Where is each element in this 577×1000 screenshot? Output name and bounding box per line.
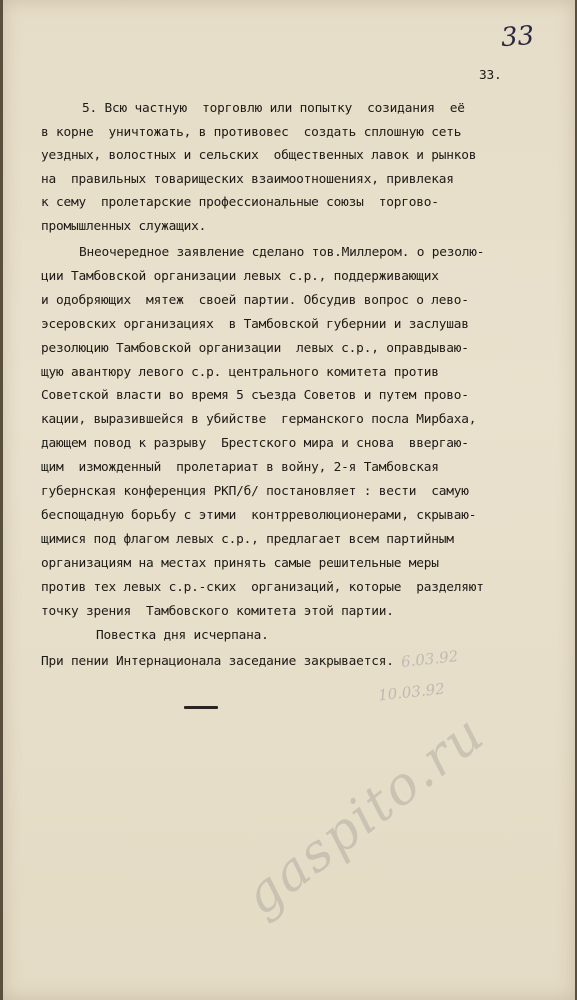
paragraph-line: и одобряющих мятеж своей партии. Обсудив вопрос о лево- — [41, 293, 469, 308]
paragraph-line: организациям на местах принять самые решительные меры — [41, 556, 439, 571]
paragraph-line: против тех левых с.р.-ских организаций, которые разделяют — [41, 580, 484, 595]
paragraph-line: дающем повод к разрыву Брестского мира и снова ввергаю- — [41, 436, 469, 451]
paragraph-line: к сему пролетарские профессиональные союзы торгово- — [41, 195, 439, 210]
paragraph-line: промышленных служащих. — [41, 219, 207, 234]
paragraph-line: Внеочередное заявление сделано тов.Миллером. о резолю- — [79, 245, 485, 260]
paragraph-line: губернская конференция РКП/б/ постановляет : вести самую — [41, 484, 469, 499]
paragraph-line: уездных, волостных и сельских общественных лавок и рынков — [41, 148, 477, 163]
paragraph-line: в корне уничтожать, в противовес создать сплошную сеть — [41, 125, 462, 140]
watermark: gaspito.ru — [233, 703, 497, 928]
archive-sheet-number: 33 — [499, 20, 536, 54]
paragraph-line: кации, выразившейся в убийстве германского посла Мирбаха, — [41, 412, 477, 427]
paragraph-line: на правильных товарищеских взаимоотношениях, привлекая — [41, 172, 454, 187]
paragraph-line: эсеровских организациях в Тамбовской губернии и заслушав — [41, 317, 469, 332]
paragraph-line: щую авантюру левого с.р. центрального комитета против — [41, 365, 439, 380]
closing-dash-divider — [184, 706, 218, 709]
paragraph-line: точку зрения Тамбовского комитета этой партии. — [41, 604, 394, 619]
paragraph-line: Советской власти во время 5 съезда Советов и путем прово- — [41, 388, 469, 403]
document-page — [3, 0, 575, 1000]
paragraph-line: беспощадную борьбу с этими контрреволюционерами, скрываю- — [41, 508, 477, 523]
closing-line: При пении Интернационала заседание закрывается. — [41, 654, 394, 669]
archive-stamp-mark: 10.03.92 — [377, 679, 446, 705]
paragraph-line: щимися под флагом левых с.р., предлагает всем партийным — [41, 532, 454, 547]
paragraph-line: резолюцию Тамбовской организации левых с.р., оправдываю- — [41, 341, 469, 356]
paragraph-line: щим изможденный пролетариат в войну, 2-я Тамбовская — [41, 460, 439, 475]
paragraph-line: ции Тамбовской организации левых с.р., поддерживающих — [41, 269, 439, 284]
paragraph-line: 5. Всю частную торговлю или попытку созидания её — [82, 101, 465, 116]
agenda-closed-line: Повестка дня исчерпана. — [96, 628, 269, 643]
archive-stamp-mark: 6.03.92 — [400, 647, 460, 671]
page-number: 33. — [479, 68, 502, 83]
